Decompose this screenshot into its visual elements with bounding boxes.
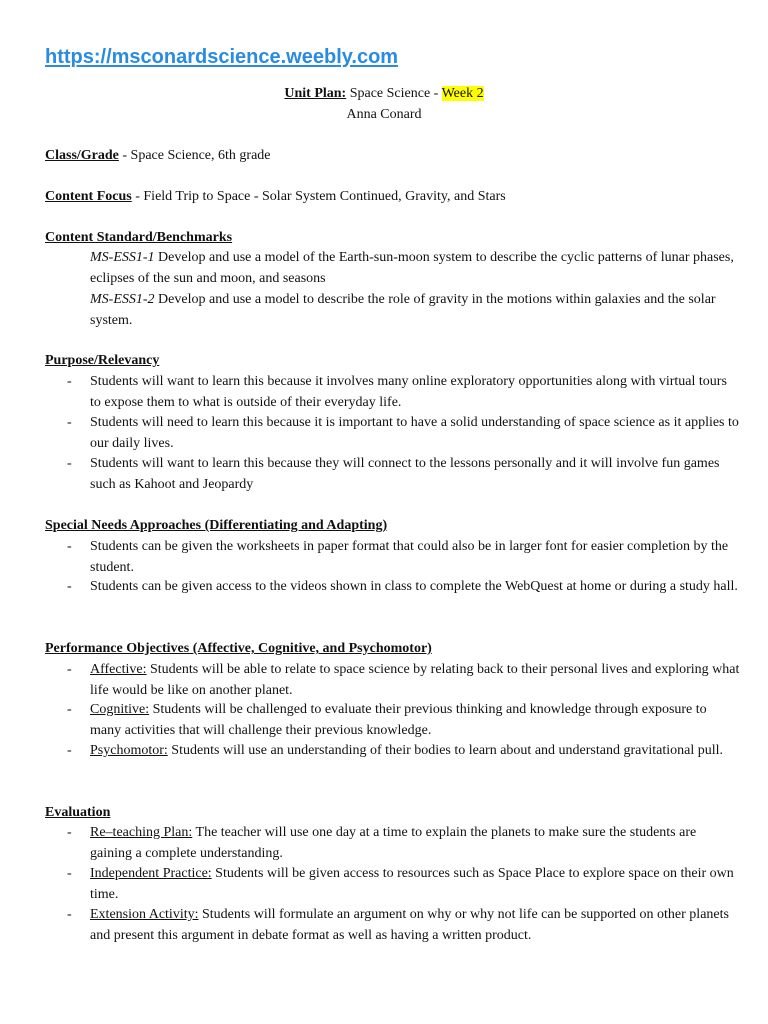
week-highlight: Week 2: [441, 86, 484, 101]
objective-label: Psychomotor:: [90, 743, 168, 758]
class-grade-text: - Space Science, 6th grade: [118, 148, 271, 163]
special-needs-heading: Special Needs Approaches (Differentiating and Adapting): [45, 518, 388, 533]
evaluation-item: [90, 823, 740, 864]
objective-text: Students will use an understanding of their bodies to learn about and understand gravitational pull.: [167, 743, 723, 758]
evaluation-label: Extension Activity:: [90, 907, 199, 922]
bullet-dash: -: [67, 539, 72, 554]
standard-item: [90, 248, 740, 289]
website-link[interactable]: https://msconardscience.weebly.com: [45, 46, 399, 68]
standard-item: [90, 290, 740, 331]
evaluation-label: Re–teaching Plan:: [90, 825, 193, 840]
evaluation-item: [90, 905, 740, 946]
bullet-dash: -: [67, 866, 72, 881]
content-focus-text: - Field Trip to Space - Solar System Continued, Gravity, and Stars: [131, 189, 506, 204]
standard-code: MS-ESS1-1: [90, 250, 155, 265]
unit-plan-title: [0, 86, 768, 102]
evaluation-text: The teacher will use one day at a time to explain the planets to make sure the students are gaining a complete understanding.: [90, 825, 697, 861]
objective-item: [90, 660, 740, 701]
standard-text: Develop and use a model to describe the role of gravity in the motions within galaxies and the solar system.: [90, 292, 716, 328]
content-focus-label: Content Focus: [45, 189, 132, 204]
content-focus-line: [45, 187, 506, 208]
objective-label: Affective:: [90, 662, 147, 677]
bullet-dash: -: [67, 743, 72, 758]
objective-label: Cognitive:: [90, 702, 150, 717]
bullet-dash: -: [67, 907, 72, 922]
objectives-heading: Performance Objectives (Affective, Cognitive, and Psychomotor): [45, 641, 432, 656]
bullet-dash: -: [67, 702, 72, 717]
standards-heading: Content Standard/Benchmarks: [45, 230, 233, 245]
special-needs-item: Students can be given access to the videos shown in class to complete the WebQuest at home or during a study hall.: [90, 579, 738, 594]
bullet-dash: -: [67, 374, 72, 389]
objective-text: Students will be able to relate to space science by relating back to their personal lives and exploring what life would be like on another planet.: [90, 662, 740, 698]
objective-text: Students will be challenged to evaluate their previous thinking and knowledge through exposure to many activities that will challenge their previous knowledge.: [90, 702, 707, 738]
evaluation-text: Students will be given access to resources such as Space Place to explore space on their own time.: [90, 866, 734, 902]
class-grade-line: [45, 146, 271, 167]
bullet-dash: -: [67, 456, 72, 471]
author-name: Anna Conard: [346, 107, 422, 122]
standard-text: Develop and use a model of the Earth-sun-moon system to describe the cyclic patterns of lunar phases, eclipses of the sun and moon, and seasons: [90, 250, 734, 286]
objective-item: [90, 700, 740, 741]
evaluation-text: Students will formulate an argument on why or why not life can be supported on other planets and present this argument in debate format as well as having a written product.: [90, 907, 729, 943]
evaluation-item: [90, 864, 740, 905]
bullet-dash: -: [67, 662, 72, 677]
special-needs-item: Students can be given the worksheets in paper format that could also be in larger font for easier completion by the student.: [90, 539, 729, 575]
standard-code: MS-ESS1-2: [90, 292, 155, 307]
purpose-item: Students will want to learn this because they will connect to the lessons personally and it will involve fun games such as Kahoot and Jeopardy: [90, 456, 720, 492]
class-grade-label: Class/Grade: [45, 148, 119, 163]
evaluation-heading: Evaluation: [45, 805, 111, 820]
objective-item: [90, 741, 740, 762]
bullet-dash: -: [67, 825, 72, 840]
evaluation-label: Independent Practice:: [90, 866, 212, 881]
purpose-item: Students will need to learn this because it is important to have a solid understanding of space science as it applies to our daily lives.: [90, 415, 739, 451]
unit-plan-label: Unit Plan:: [284, 86, 347, 101]
bullet-dash: -: [67, 415, 72, 430]
purpose-item: Students will want to learn this because it involves many online exploratory opportunities along with virtual tours to expose them to what is outside of their everyday life.: [90, 374, 727, 410]
unit-plan-text: Space Science -: [346, 86, 442, 101]
bullet-dash: -: [67, 579, 72, 594]
purpose-heading: Purpose/Relevancy: [45, 353, 160, 368]
